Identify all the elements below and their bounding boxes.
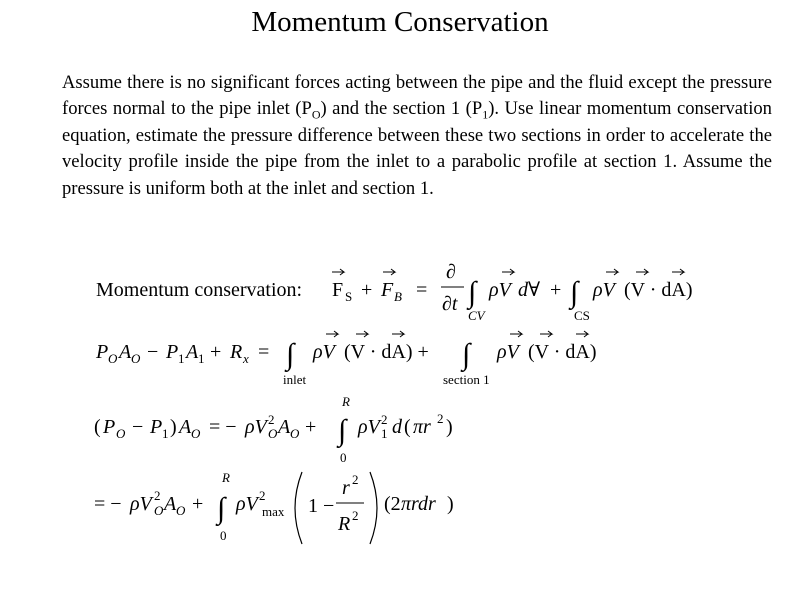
para-text-2: ) and the section 1 (P [320,98,483,120]
svg-text:∂: ∂ [446,261,456,283]
svg-text:(: ( [404,416,411,438]
svg-text:d: d [392,416,402,438]
svg-text:=: = [258,341,270,363]
svg-text:O: O [290,426,300,441]
svg-text:∫: ∫ [570,276,579,309]
svg-text:S: S [345,289,353,304]
svg-text:= −: = − [209,416,237,438]
svg-text:B: B [394,289,402,304]
svg-text:A: A [179,416,192,438]
svg-text:O: O [108,351,118,366]
equation-3 [94,394,453,465]
svg-text:πrdr: πrdr [401,493,436,515]
svg-text:−: − [132,416,144,438]
svg-text:∂t: ∂t [442,293,458,315]
svg-text:P: P [96,341,109,363]
limit-cv: CV [468,308,485,323]
svg-text:ρV: ρV [245,416,267,438]
para-text-1: Assume there is no significant forces acting between the pipe and the fluid except the pressure forces normal to the pipe inlet (P [62,72,772,120]
svg-text:r: r [342,477,350,499]
svg-text:(V · dA): (V · dA) [528,341,597,363]
svg-text:2: 2 [381,412,388,427]
svg-text:(V · dA) +: (V · dA) + [344,341,429,363]
svg-text:ρV: ρV [489,279,511,301]
svg-text:2: 2 [352,508,359,523]
svg-text:∫: ∫ [462,338,471,371]
svg-text:1: 1 [198,351,205,366]
limit-inlet: inlet [283,372,307,387]
eq1-label: Momentum conservation: [96,279,303,301]
svg-text:A: A [186,341,199,363]
svg-text:O: O [191,426,201,441]
svg-text:πr: πr [413,416,431,438]
upper-r-1: R [342,394,350,409]
para-sub-1: 1 [482,108,489,123]
svg-text:): ) [170,416,177,438]
svg-text:1: 1 [178,351,185,366]
limit-cs: CS [574,308,590,323]
svg-text:∫: ∫ [338,414,347,447]
svg-text:ρV: ρV [236,493,258,515]
lower-0-1: 0 [340,450,347,465]
svg-text:): ) [447,493,454,515]
svg-text:P: P [150,416,163,438]
svg-text:x: x [243,351,249,366]
svg-text:F: F [381,279,394,301]
svg-text:2: 2 [437,411,444,426]
svg-text:1: 1 [381,426,388,441]
svg-text:P: P [103,416,116,438]
svg-text:O: O [268,426,278,441]
svg-text:ρV: ρV [130,493,152,515]
svg-text:+: + [210,341,222,363]
equation-2 [95,331,597,387]
upper-r-2: R [222,470,230,485]
svg-text:+: + [192,493,204,515]
svg-text:1 −: 1 − [308,495,335,517]
svg-text:=: = [416,279,428,301]
svg-text:−: − [147,341,159,363]
equation-1 [96,261,693,323]
svg-text:ρV: ρV [497,341,519,363]
svg-text:1: 1 [162,426,169,441]
svg-text:(V · dA): (V · dA) [624,279,693,301]
svg-text:R: R [230,341,243,363]
svg-text:O: O [131,351,141,366]
svg-text:O: O [116,426,126,441]
svg-text:2: 2 [154,488,161,503]
svg-text:max: max [262,504,285,519]
svg-text:+: + [305,416,317,438]
svg-text:O: O [176,503,186,518]
para-text-3: ). Use linear momentum conservation equation, estimate the pressure difference between these two sections in order to accelerate the velocity profile inside the pipe from the inlet to a parabolic profile at section 1. Assume the pressure is uniform both at the inlet and section 1. [62,98,772,199]
svg-text:∫: ∫ [468,276,477,309]
para-sub-o: O [311,108,321,123]
svg-text:+: + [550,279,562,301]
svg-text:A: A [164,493,177,515]
svg-text:+: + [361,279,373,301]
svg-text:O: O [154,503,164,518]
page-title: Momentum Conservation [251,6,549,38]
svg-text:2: 2 [352,472,359,487]
svg-text:∫: ∫ [286,338,295,371]
limit-section-1: section 1 [443,372,490,387]
svg-text:2: 2 [259,488,266,503]
svg-text:A: A [278,416,291,438]
svg-text:): ) [446,416,453,438]
svg-text:ρV: ρV [358,416,380,438]
svg-text:(2: (2 [384,493,401,515]
svg-text:∫: ∫ [217,492,226,525]
svg-text:P: P [166,341,179,363]
svg-text:ρV: ρV [593,279,615,301]
svg-text:R: R [338,513,351,535]
svg-text:2: 2 [268,412,275,427]
svg-text:(: ( [94,416,101,438]
equation-4 [94,470,454,544]
svg-text:ρV: ρV [313,341,335,363]
svg-text:A: A [119,341,132,363]
svg-text:= −: = − [94,493,122,515]
svg-text:F: F [332,279,344,301]
lower-0-2: 0 [220,528,227,543]
svg-text:d∀: d∀ [518,279,541,301]
